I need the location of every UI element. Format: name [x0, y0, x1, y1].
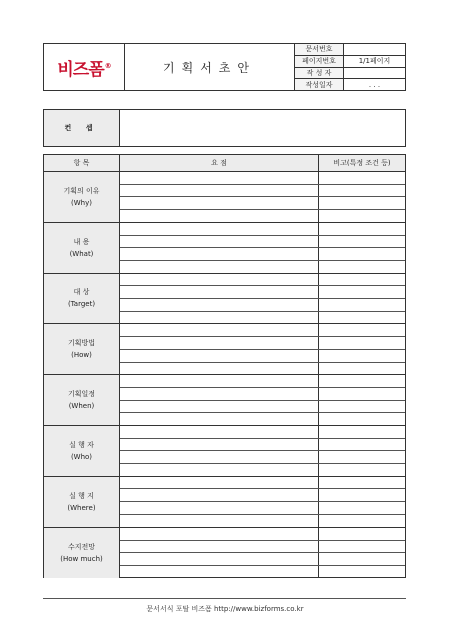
meta-label: 문서번호 [295, 44, 344, 55]
meta-row-page-number [295, 56, 405, 68]
meta-row-doc-number [295, 44, 405, 56]
section-label: 실 행 자 (Who) [44, 426, 120, 476]
meta-label: 작성일자 [295, 79, 344, 90]
entry-line[interactable] [120, 375, 405, 388]
entry-line[interactable] [120, 426, 405, 439]
section-who [44, 426, 405, 477]
section-why [44, 172, 405, 223]
section-label: 내 용 (What) [44, 223, 120, 273]
entry-line[interactable] [120, 274, 405, 287]
section-where [44, 477, 405, 528]
section-label: 기획방법 (How) [44, 324, 120, 374]
section-label: 실 행 지 (Where) [44, 477, 120, 527]
document-title: 기획서초안 [125, 44, 295, 90]
entry-line[interactable] [120, 261, 405, 273]
entry-line[interactable] [120, 451, 405, 464]
table-header [44, 155, 405, 172]
header-item: 항 목 [44, 155, 120, 171]
meta-value[interactable] [344, 68, 405, 79]
meta-value[interactable] [344, 44, 405, 55]
entry-line[interactable] [120, 248, 405, 261]
entry-line[interactable] [120, 312, 405, 324]
entry-line[interactable] [120, 528, 405, 541]
footer-text: 문서서식 포탈 비즈폼 http://www.bizforms.co.kr [146, 605, 304, 613]
section-how-much [44, 528, 405, 579]
entry-line[interactable] [120, 502, 405, 515]
meta-label: 페이지번호 [295, 56, 344, 67]
header-remarks: 비고(특정 조건 등) [333, 159, 391, 167]
entry-line[interactable] [120, 324, 405, 337]
entry-line[interactable] [120, 401, 405, 414]
entry-line[interactable] [120, 363, 405, 375]
entry-line[interactable] [120, 236, 405, 249]
entry-line[interactable] [120, 223, 405, 236]
entry-line[interactable] [120, 210, 405, 222]
entry-line[interactable] [120, 197, 405, 210]
entry-line[interactable] [120, 286, 405, 299]
section-what [44, 223, 405, 274]
section-when [44, 375, 405, 426]
meta-table [295, 44, 405, 90]
entry-line[interactable] [120, 337, 405, 350]
section-label: 기획일정 (When) [44, 375, 120, 425]
concept-label: 컨 셉 [44, 110, 120, 146]
entry-line[interactable] [120, 413, 405, 425]
section-label: 기획의 이유 (Why) [44, 172, 120, 222]
header-points: 요 점 [120, 155, 319, 171]
section-label: 대 상 (Target) [44, 274, 120, 324]
entry-line[interactable] [120, 350, 405, 363]
meta-value[interactable]: . . . [368, 80, 381, 89]
entry-line[interactable] [120, 566, 405, 578]
section-label: 수지전망 (How much) [44, 528, 120, 579]
section-target [44, 274, 405, 325]
entry-line[interactable] [120, 299, 405, 312]
entry-line[interactable] [120, 553, 405, 566]
section-how [44, 324, 405, 375]
entry-line[interactable] [120, 464, 405, 476]
entry-line[interactable] [120, 489, 405, 502]
meta-row-date [295, 79, 405, 90]
footer-divider [43, 598, 406, 599]
concept-field[interactable] [120, 110, 405, 146]
entry-line[interactable] [120, 388, 405, 401]
concept-box [43, 109, 406, 147]
bizforms-logo: 비즈폼® [57, 59, 111, 80]
logo-cell [44, 44, 125, 90]
entry-line[interactable] [120, 515, 405, 527]
entry-line[interactable] [120, 185, 405, 198]
entry-line[interactable] [120, 172, 405, 185]
entry-line[interactable] [120, 541, 405, 554]
meta-row-author [295, 68, 405, 80]
document-header [43, 43, 406, 91]
meta-label: 작 성 자 [295, 68, 344, 79]
plan-table [43, 154, 406, 578]
entry-line[interactable] [120, 439, 405, 452]
meta-value[interactable]: 1/1페이지 [358, 57, 391, 66]
entry-line[interactable] [120, 477, 405, 490]
